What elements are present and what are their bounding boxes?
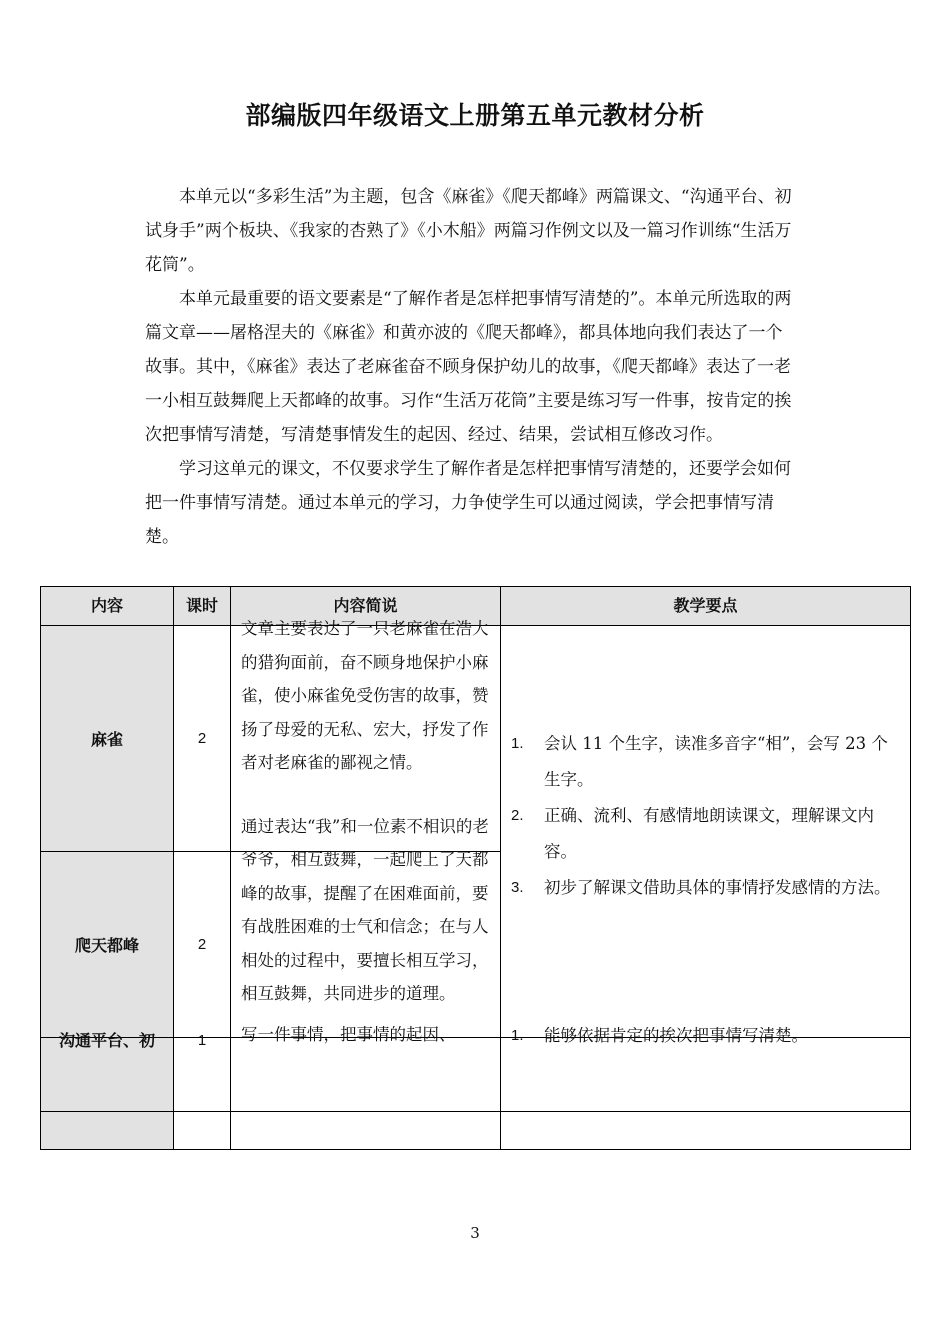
intro-paragraph-3: 学习这单元的课文，不仅要求学生了解作者是怎样把事情写清楚的，还要学会如何把一件事情写清楚。通过本单元的学习，力争使学生可以通过阅读，学会把事情写清楚。 — [145, 459, 791, 547]
header-content: 内容 — [41, 587, 174, 626]
lesson-hours: 2 — [174, 626, 231, 852]
empty-cell — [231, 1111, 501, 1149]
lesson-hours-text: 1 — [197, 1031, 207, 1049]
lesson-summary-text: 通过表达“我”和一位素不相识的老爷爷，相互鼓舞，一起爬上了天都峰的故事，提醒了在困难面前，要有战胜困难的士气和信念；在与人相处的过程中，要擅长相互学习，相互鼓舞，共同进步的道理。 — [241, 816, 489, 1004]
empty-cell — [501, 1111, 911, 1149]
table-row — [41, 1037, 911, 1111]
item-text: 会认 11 个生字，读准多音字“相”，会写 23 个生字。 — [544, 734, 888, 790]
lesson-name-text: 沟通平台、初 — [58, 1030, 155, 1050]
key-points-cell — [501, 626, 911, 1037]
list-item — [501, 726, 910, 798]
empty-cell — [174, 1111, 231, 1149]
key-points-list — [501, 1018, 910, 1054]
item-number: 1. — [511, 1026, 524, 1044]
key-points-list — [501, 726, 910, 906]
item-text: 初步了解课文借助具体的事情抒发感情的方法。 — [544, 878, 891, 898]
intro-text — [145, 180, 797, 554]
lesson-hours: 2 — [174, 851, 231, 1037]
lesson-hours — [174, 1031, 231, 1111]
list-item — [501, 870, 910, 906]
lesson-name: 麻雀 — [41, 626, 174, 852]
item-number: 2. — [511, 807, 524, 825]
header-summary: 内容简说 — [231, 587, 501, 626]
item-number: 1. — [511, 735, 524, 753]
item-text: 正确、流利、有感情地朗读课文，理解课文内容。 — [544, 806, 874, 862]
list-item — [501, 798, 910, 870]
lesson-summary-text: 写一件事情，把事情的起因、 — [241, 1024, 456, 1044]
document-title: 部编版四年级语文上册第五单元教材分析 — [245, 101, 705, 130]
unit-analysis-table — [40, 586, 911, 1150]
lesson-summary-text: 文章主要表达了一只老麻雀在浩大的猎狗面前，奋不顾身地保护小麻雀，使小麻雀免受伤害的故事，赞扬了母爱的无私、宏大，抒发了作者对老麻雀的鄙视之情。 — [241, 619, 489, 773]
lesson-name: 爬天都峰 — [41, 851, 174, 1037]
intro-paragraph-1: 本单元以“多彩生活”为主题，包含《麻雀》《爬天都峰》两篇课文、“沟通平台、初试身手”两个板块、《我家的杏熟了》《小木船》两篇习作例文以及一篇习作训练“生活万花筒”。 — [145, 187, 792, 275]
header-hours: 课时 — [174, 587, 231, 626]
empty-cell — [41, 1111, 174, 1149]
lesson-name — [41, 1030, 174, 1111]
header-key-points: 教学要点 — [501, 587, 911, 626]
list-item — [501, 1018, 910, 1054]
key-points-cell — [501, 1025, 911, 1111]
lesson-summary — [231, 816, 501, 1037]
table-row — [41, 1111, 911, 1149]
intro-paragraph-2: 本单元最重要的语文要素是“了解作者是怎样把事情写清楚的”。本单元所选取的两篇文章——屠格涅夫的《麻雀》和黄亦波的《爬天都峰》，都具体地向我们表达了一个故事。其中，《麻雀》表达了老麻雀奋不顾身保护幼儿的故事，《爬天都峰》表达了一老一小相互鼓舞爬上天都峰的故事。习作“生活万花筒”主要是练习写一件事，按肯定的挨次把事情写清楚，写清楚事情发生的起因、经过、结果，尝试相互修改习作。 — [145, 289, 792, 445]
item-number: 3. — [511, 879, 524, 897]
item-text: 能够依据肯定的挨次把事情写清楚。 — [544, 1025, 808, 1045]
page-number: 3 — [470, 1224, 480, 1242]
lesson-summary — [231, 1024, 501, 1111]
